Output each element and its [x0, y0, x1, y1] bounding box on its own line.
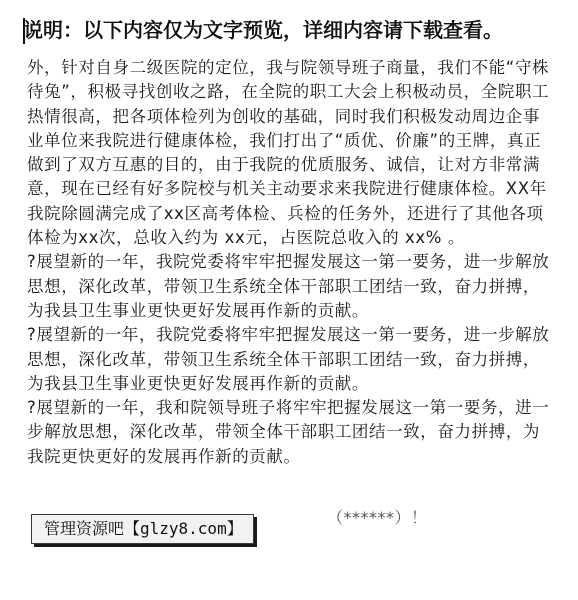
document-body: [27, 56, 553, 469]
site-watermark-badge: 管理资源吧【glzy8.com】: [31, 514, 254, 544]
paragraph-outlook-2: ?展望新的一年，我院党委将牢牢把握发展这一第一要务，进一步解放思想，深化改革，带领卫生系统全体干部职工团结一致，奋力拼搏，为我县卫生事业更快更好发展再作新的贡献。: [27, 325, 550, 393]
paragraph-outlook-1: ?展望新的一年，我院党委将牢牢把握发展这一第一要务，进一步解放思想，深化改革，带领卫生系统全体干部职工团结一致，奋力拼搏，为我县卫生事业更快更好发展再作新的贡献。: [27, 252, 550, 320]
paragraph-health-checkup: 外，针对自身二级医院的定位，我与院领导班子商量，我们不能“守株待兔”，积极寻找创收之路，在全院的职工大会上积极动员，全院职工热情很高，把各项体检列为创收的基础，同时我们积极发动周边企事业单位来我院进行健康体检，我们打出了“质优、价廉”的王牌，真正做到了双方互惠的目的，由于我院的优质服务、诚信，让对方非常满意，现在已经有好多院校与机关主动要求来我院进行健康体检。XX年我院除圆满完成了xx区高考体检、兵检的任务外，还进行了其他各项体检为xx次，总收入约为 xx元，占医院总收入的 xx% 。: [27, 58, 550, 248]
trailing-text-value: （******）！: [327, 508, 428, 527]
paragraph-outlook-3: ?展望新的一年，我和院领导班子将牢牢把握发展这一第一要务，进一步解放思想，深化改革，带领全体干部职工团结一致，奋力拼搏，为我院更快更好的发展再作新的贡献。: [27, 398, 550, 466]
preview-notice: 说明：以下内容仅为文字预览，详细内容请下载查看。: [23, 18, 503, 42]
